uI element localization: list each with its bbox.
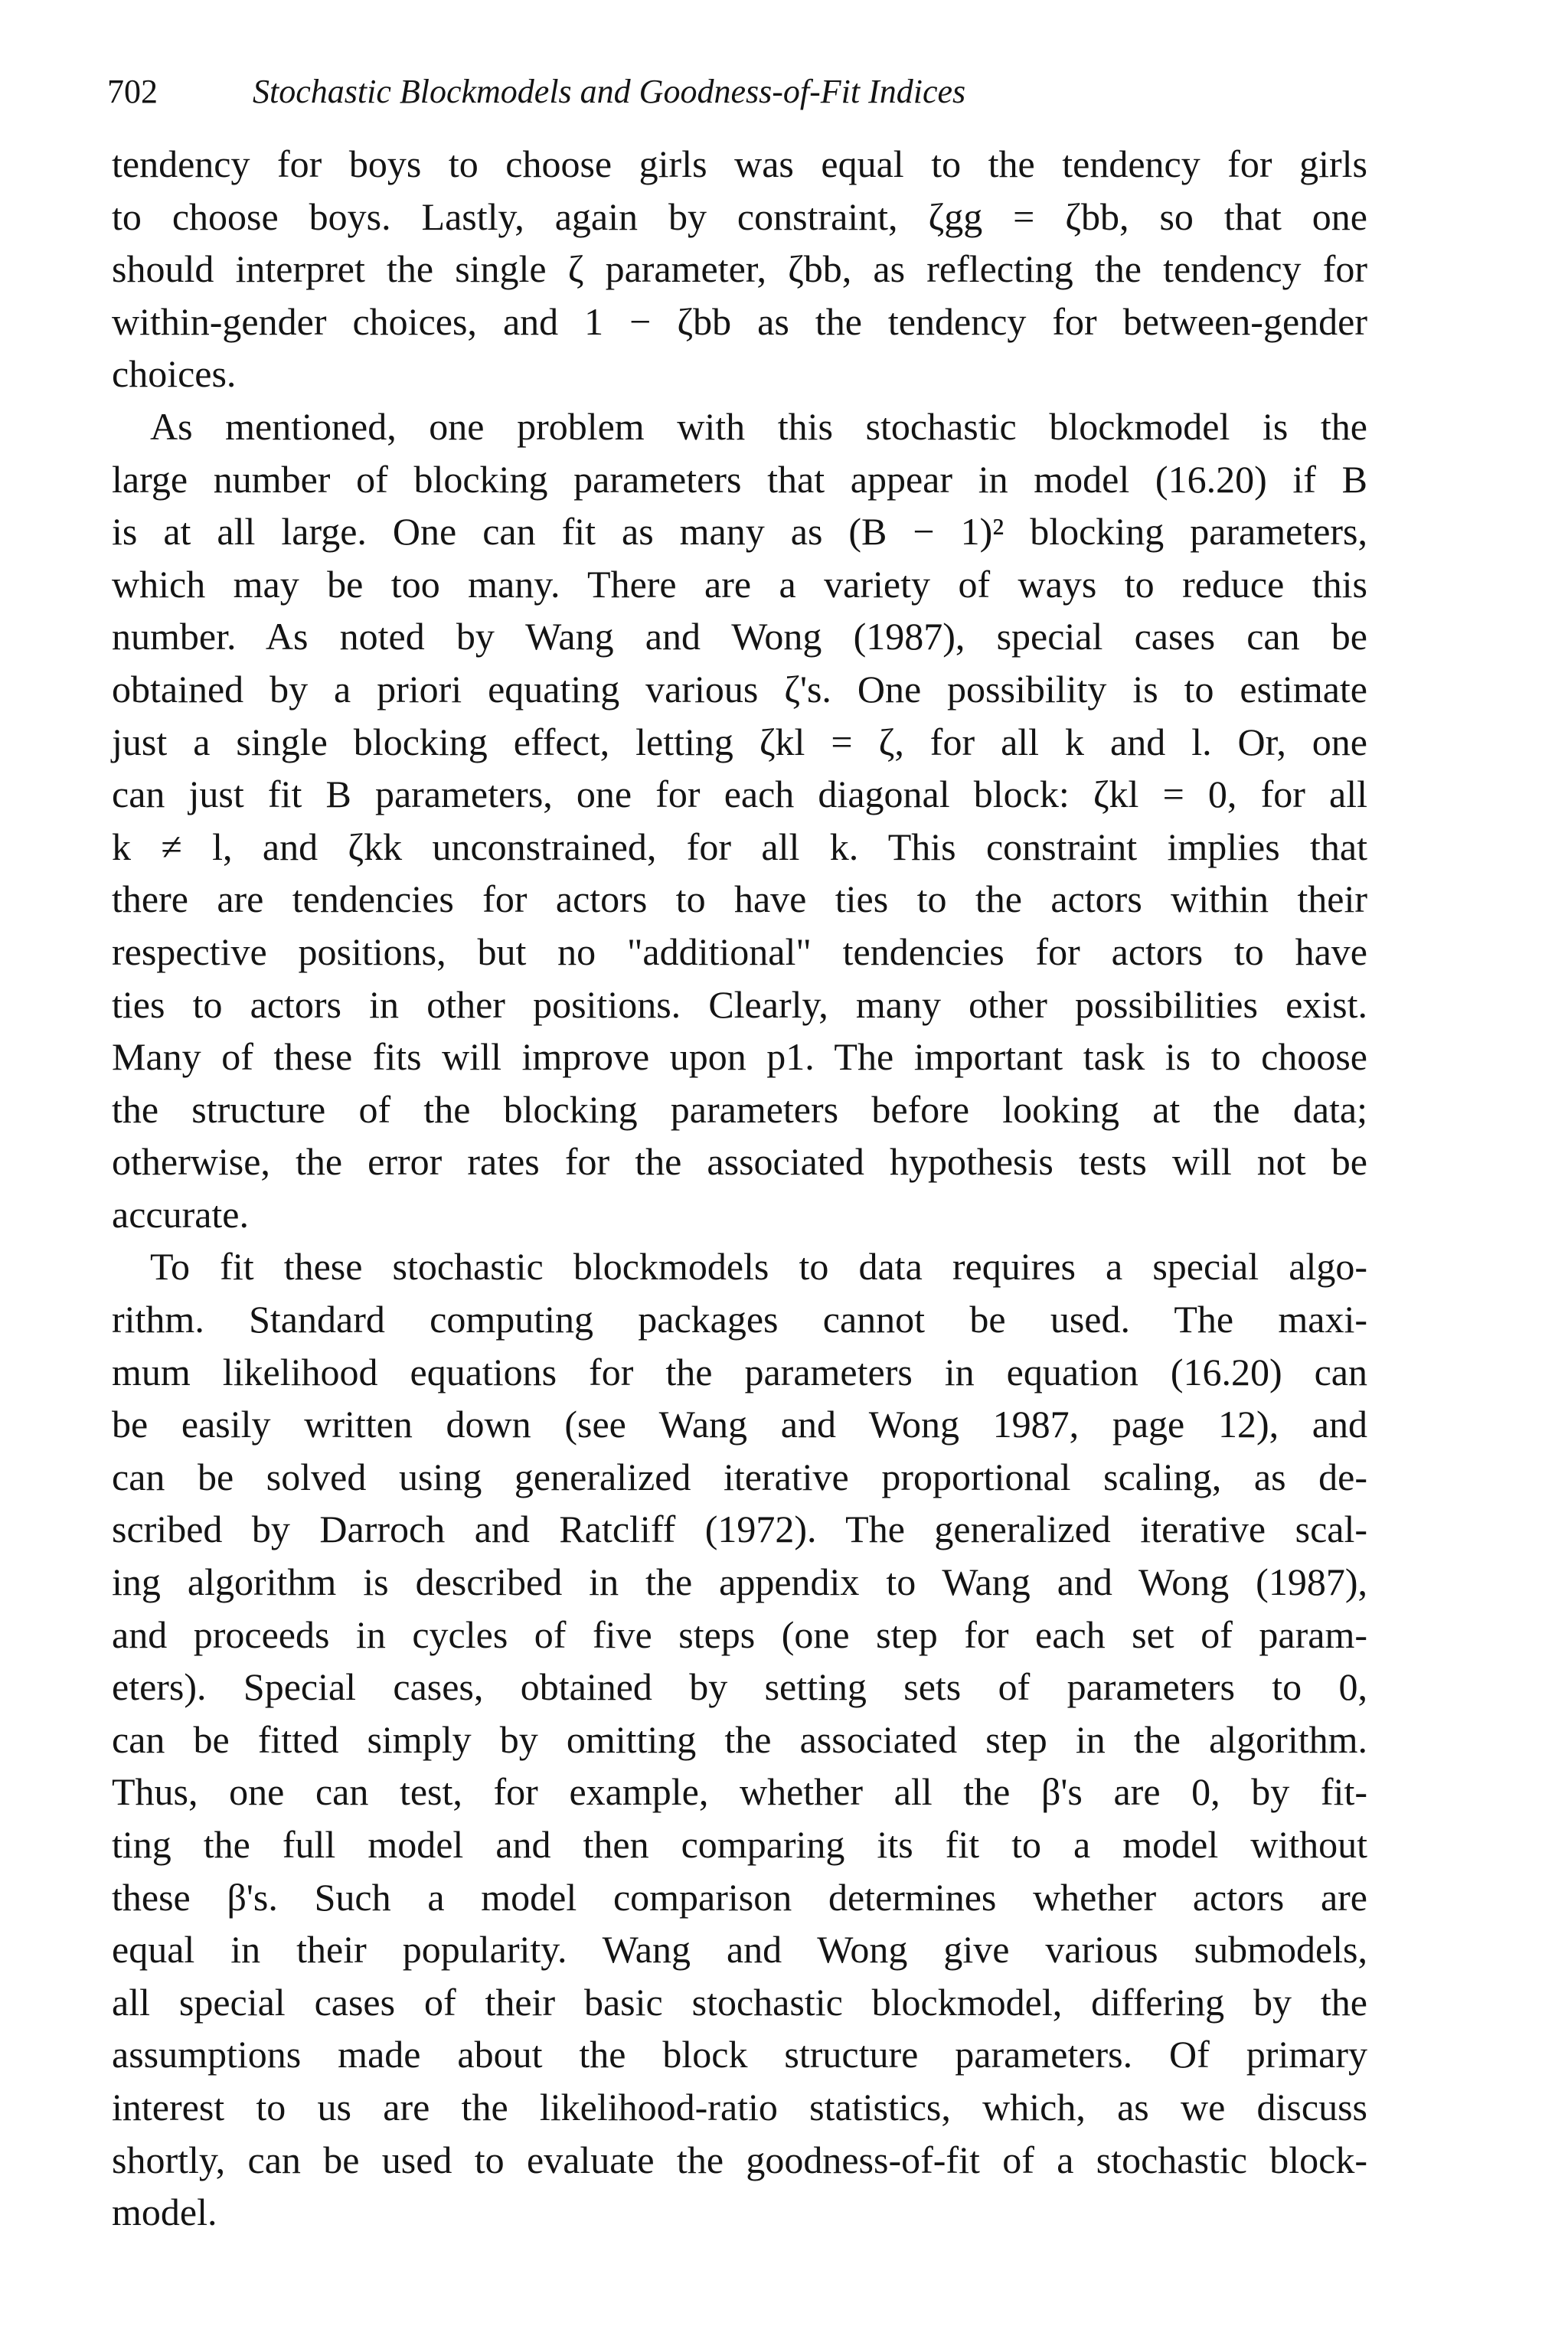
text-line: ing algorithm is described in the appendix to Wang and Wong (1987), [112, 1560, 1367, 1604]
text-line: accurate. [112, 1192, 250, 1236]
text-line: As mentioned, one problem with this stochastic blockmodel is the [150, 404, 1367, 448]
text-line: choices. [112, 352, 237, 396]
text-line: there are tendencies for actors to have ties to the actors within their [112, 877, 1367, 921]
text-line: ting the full model and then comparing its fit to a model without [112, 1823, 1367, 1866]
text-line: to choose boys. Lastly, again by constraint, ζgg = ζbb, so that one [112, 194, 1367, 238]
running-head: Stochastic Blockmodels and Goodness-of-Fit Indices [253, 73, 966, 110]
text-line: k ≠ l, and ζkk unconstrained, for all k. This constraint implies that [112, 825, 1367, 868]
text-line: should interpret the single ζ parameter, ζbb, as reflecting the tendency for [112, 247, 1367, 291]
text-line: within-gender choices, and 1 − ζbb as the tendency for between-gender [112, 299, 1367, 343]
text-line: ties to actors in other positions. Clearly, many other possibilities exist. [112, 982, 1367, 1026]
text-line: To fit these stochastic blockmodels to data requires a special algo- [150, 1245, 1367, 1289]
body-text [112, 138, 1367, 2239]
text-line: rithm. Standard computing packages cannot be used. The maxi- [112, 1298, 1367, 1341]
text-line: obtained by a priori equating various ζ's. One possibility is to estimate [112, 667, 1367, 711]
text-line: large number of blocking parameters that appear in model (16.20) if B [112, 457, 1367, 501]
page-number: 702 [107, 73, 158, 110]
text-line: can just fit B parameters, one for each diagonal block: ζkl = 0, for all [112, 773, 1367, 816]
paragraph-1 [112, 138, 1367, 400]
text-line: respective positions, but no "additional" tendencies for actors to have [112, 929, 1367, 973]
text-line: is at all large. One can fit as many as (B − 1)² blocking parameters, [112, 510, 1367, 554]
paragraph-3 [112, 1240, 1367, 2238]
text-line: Thus, one can test, for example, whether all the β's are 0, by fit- [112, 1770, 1367, 1814]
text-line: the structure of the blocking parameters before looking at the data; [112, 1087, 1367, 1131]
text-line: be easily written down (see Wang and Wong 1987, page 12), and [112, 1403, 1367, 1446]
text-line: can be solved using generalized iterative proportional scaling, as de- [112, 1455, 1367, 1498]
text-line: these β's. Such a model comparison determines whether actors are [112, 1875, 1367, 1919]
text-line: eters). Special cases, obtained by setting sets of parameters to 0, [112, 1665, 1367, 1709]
text-line: otherwise, the error rates for the associated hypothesis tests will not be [112, 1140, 1367, 1184]
paragraph-2 [112, 400, 1367, 1241]
text-line: shortly, can be used to evaluate the goodness-of-fit of a stochastic block- [112, 2138, 1367, 2181]
text-line: mum likelihood equations for the parameters in equation (16.20) can [112, 1350, 1367, 1393]
text-line: equal in their popularity. Wang and Wong give various submodels, [112, 1928, 1367, 1972]
text-line: just a single blocking effect, letting ζkl = ζ, for all k and l. Or, one [112, 720, 1367, 763]
text-line: model. [112, 2191, 217, 2234]
text-line: scribed by Darroch and Ratcliff (1972). The generalized iterative scal- [112, 1508, 1367, 1551]
page-header [107, 69, 1409, 115]
text-line: which may be too many. There are a variety of ways to reduce this [112, 562, 1367, 606]
text-line: assumptions made about the block structure parameters. Of primary [112, 2033, 1367, 2076]
text-line: all special cases of their basic stochastic blockmodel, differing by the [112, 1980, 1367, 2024]
text-line: Many of these fits will improve upon p1. The important task is to choose [112, 1035, 1367, 1079]
text-line: tendency for boys to choose girls was equal to the tendency for girls [112, 142, 1367, 185]
text-line: and proceeds in cycles of five steps (one step for each set of param- [112, 1612, 1367, 1656]
text-line: number. As noted by Wang and Wong (1987), special cases can be [112, 615, 1367, 658]
text-line: interest to us are the likelihood-ratio statistics, which, as we discuss [112, 2085, 1367, 2129]
text-line: can be fitted simply by omitting the associated step in the algorithm. [112, 1717, 1367, 1761]
